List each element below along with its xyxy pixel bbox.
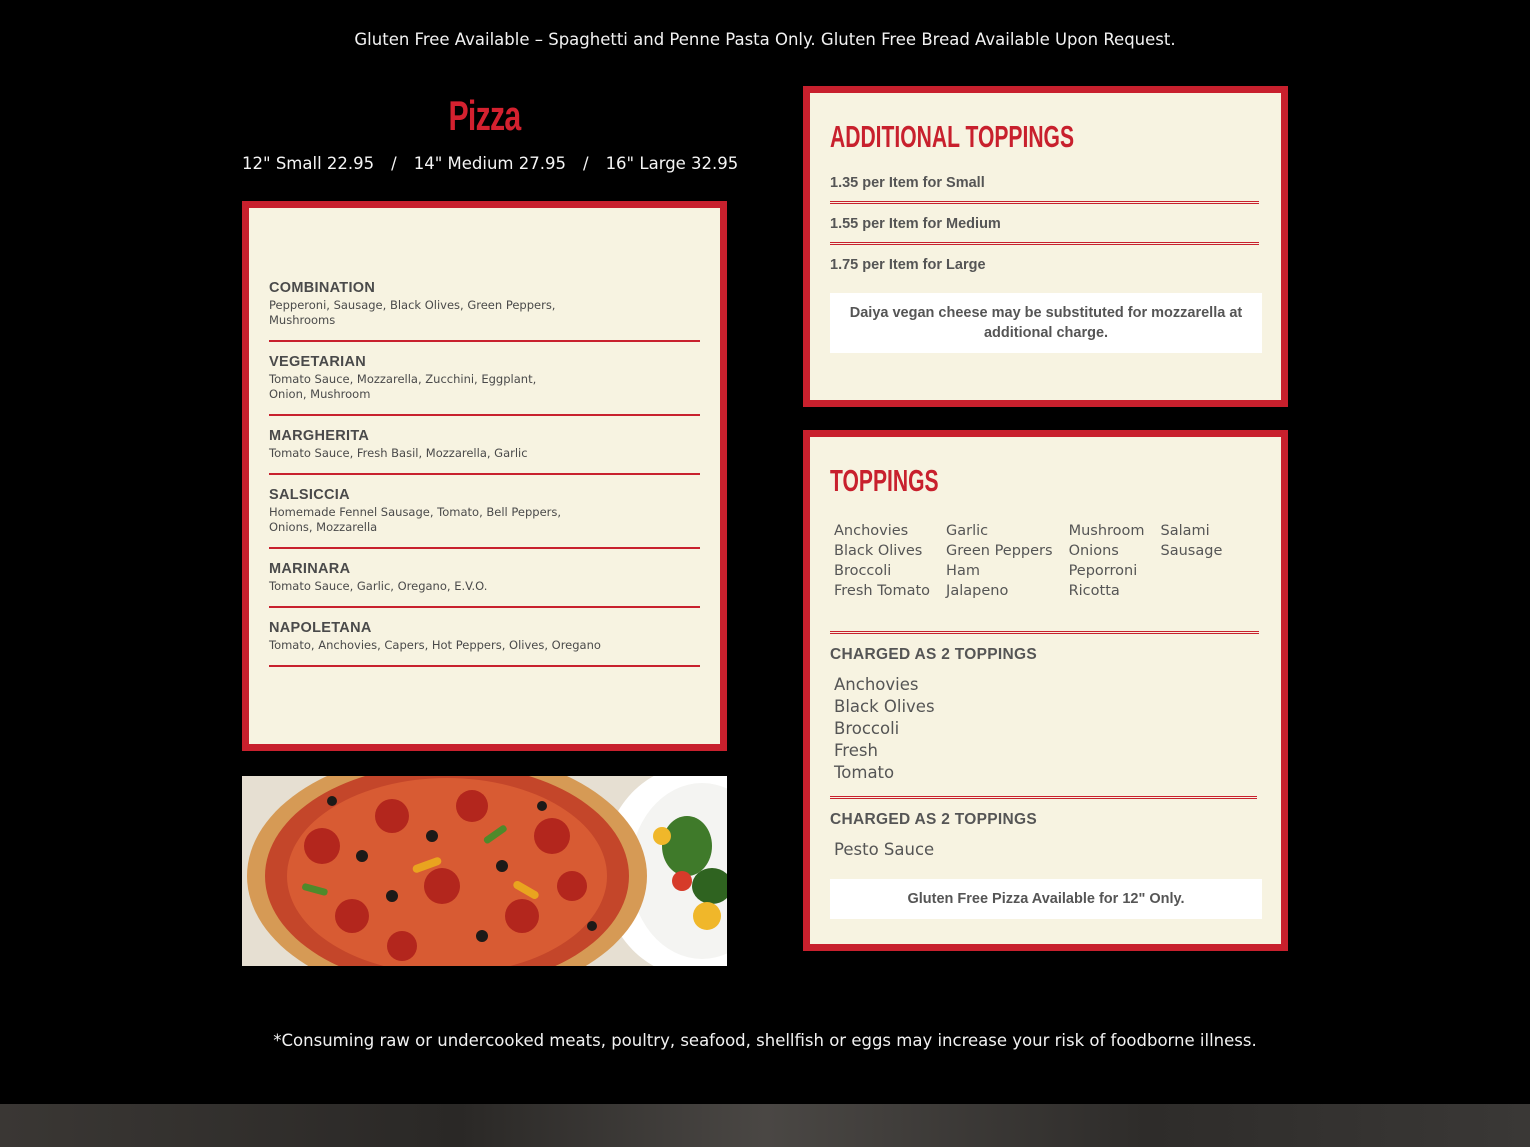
topping-item: Ricotta [1068,583,1120,599]
size-medium-price: 14" Medium 27.95 [413,154,566,173]
topping-item: Broccoli [834,563,892,579]
pizza-name: SALSICCIA [269,487,350,503]
pizza-item-combination [269,280,700,328]
divider [269,606,700,608]
size-separator: / [391,154,397,173]
charged-as-2-list [830,674,1261,784]
pizza-name: NAPOLETANA [269,620,372,636]
toppings-title: TOPPINGS [830,463,939,498]
pizza-description: Homemade Fennel Sausage, Tomato, Bell Peppers, Onions, Mozzarella [269,505,562,534]
size-small-price: 12" Small 22.95 [242,154,375,173]
list-item: Broccoli [834,719,900,738]
price-small: 1.35 per Item for Small [830,175,985,191]
pizza-photo [242,776,727,966]
divider [830,796,1257,799]
divider [269,340,700,342]
gluten-free-pizza-note: Gluten Free Pizza Available for 12" Only. [830,879,1262,919]
footer-background-image [0,1104,1530,1147]
pizza-item-salsiccia [269,487,700,535]
topping-item: Ham [946,563,980,579]
divider [269,665,700,667]
pizza-item-vegetarian [269,354,700,402]
divider [269,473,700,475]
size-large-price: 16" Large 32.95 [605,154,739,173]
additional-toppings-card [803,86,1288,407]
list-item: Fresh [834,741,878,760]
list-item: Pesto Sauce [834,840,935,859]
divider [269,547,700,549]
pizza-name: VEGETARIAN [269,354,366,370]
pizza-description: Tomato Sauce, Mozzarella, Zucchini, Eggplant, Onion, Mushroom [269,372,537,401]
charged-as-2-heading-second: CHARGED AS 2 TOPPINGS [830,811,1037,828]
pizza-description: Pepperoni, Sausage, Black Olives, Green Peppers, Mushrooms [269,298,556,327]
pizza-name: MARGHERITA [269,428,370,444]
price-medium: 1.55 per Item for Medium [830,216,1001,232]
pizza-description: Tomato Sauce, Garlic, Oregano, E.V.O. [269,579,488,593]
toppings-card [803,430,1288,951]
size-separator: / [583,154,589,173]
topping-item: Peporroni [1068,563,1138,579]
food-safety-disclaimer: *Consuming raw or undercooked meats, poultry, seafood, shellfish or eggs may increase your risk of foodborne illness. [273,1031,1257,1050]
topping-item: Mushroom [1068,523,1145,539]
pizza-item-napoletana [269,620,700,653]
pizza-menu-card [242,201,727,751]
vegan-cheese-note: Daiya vegan cheese may be substituted for mozzarella at additional charge. [830,293,1262,353]
topping-item: Salami [1160,523,1210,539]
toppings-grid [830,521,1261,601]
price-large: 1.75 per Item for Large [830,257,986,273]
topping-item: Fresh Tomato [834,583,931,599]
topping-item: Black Olives [834,543,923,559]
pizza-item-marinara [269,561,700,594]
toppings-column [1069,521,1145,601]
pizza-description: Tomato, Anchovies, Capers, Hot Peppers, Olives, Oregano [269,638,601,652]
pizza-name: COMBINATION [269,280,376,296]
pizza-section-title: Pizza [448,92,521,139]
gluten-free-notice: Gluten Free Available – Spaghetti and Penne Pasta Only. Gluten Free Bread Available Upon Request. [354,30,1176,49]
additional-toppings-title: ADDITIONAL TOPPINGS [830,119,1075,154]
topping-item: Jalapeno [946,583,1009,599]
toppings-column [834,521,930,601]
list-item: Anchovies [834,675,919,694]
divider [830,631,1259,634]
divider [269,414,700,416]
topping-item: Anchovies [834,523,909,539]
topping-item: Onions [1068,543,1119,559]
pizza-size-prices [242,154,739,173]
pizza-description: Tomato Sauce, Fresh Basil, Mozzarella, Garlic [269,446,528,460]
list-item: Black Olives [834,697,935,716]
toppings-column [946,521,1053,601]
pizza-photo-illustration [242,776,727,966]
toppings-column [1161,521,1223,601]
charged-as-2-heading: CHARGED AS 2 TOPPINGS [830,646,1037,663]
list-item: Tomato [834,763,895,782]
topping-item: Sausage [1160,543,1223,559]
topping-item: Garlic [946,523,989,539]
pizza-name: MARINARA [269,561,351,577]
charged-as-2-list-second [830,839,1261,861]
pizza-item-margherita [269,428,700,461]
topping-item: Green Peppers [946,543,1053,559]
